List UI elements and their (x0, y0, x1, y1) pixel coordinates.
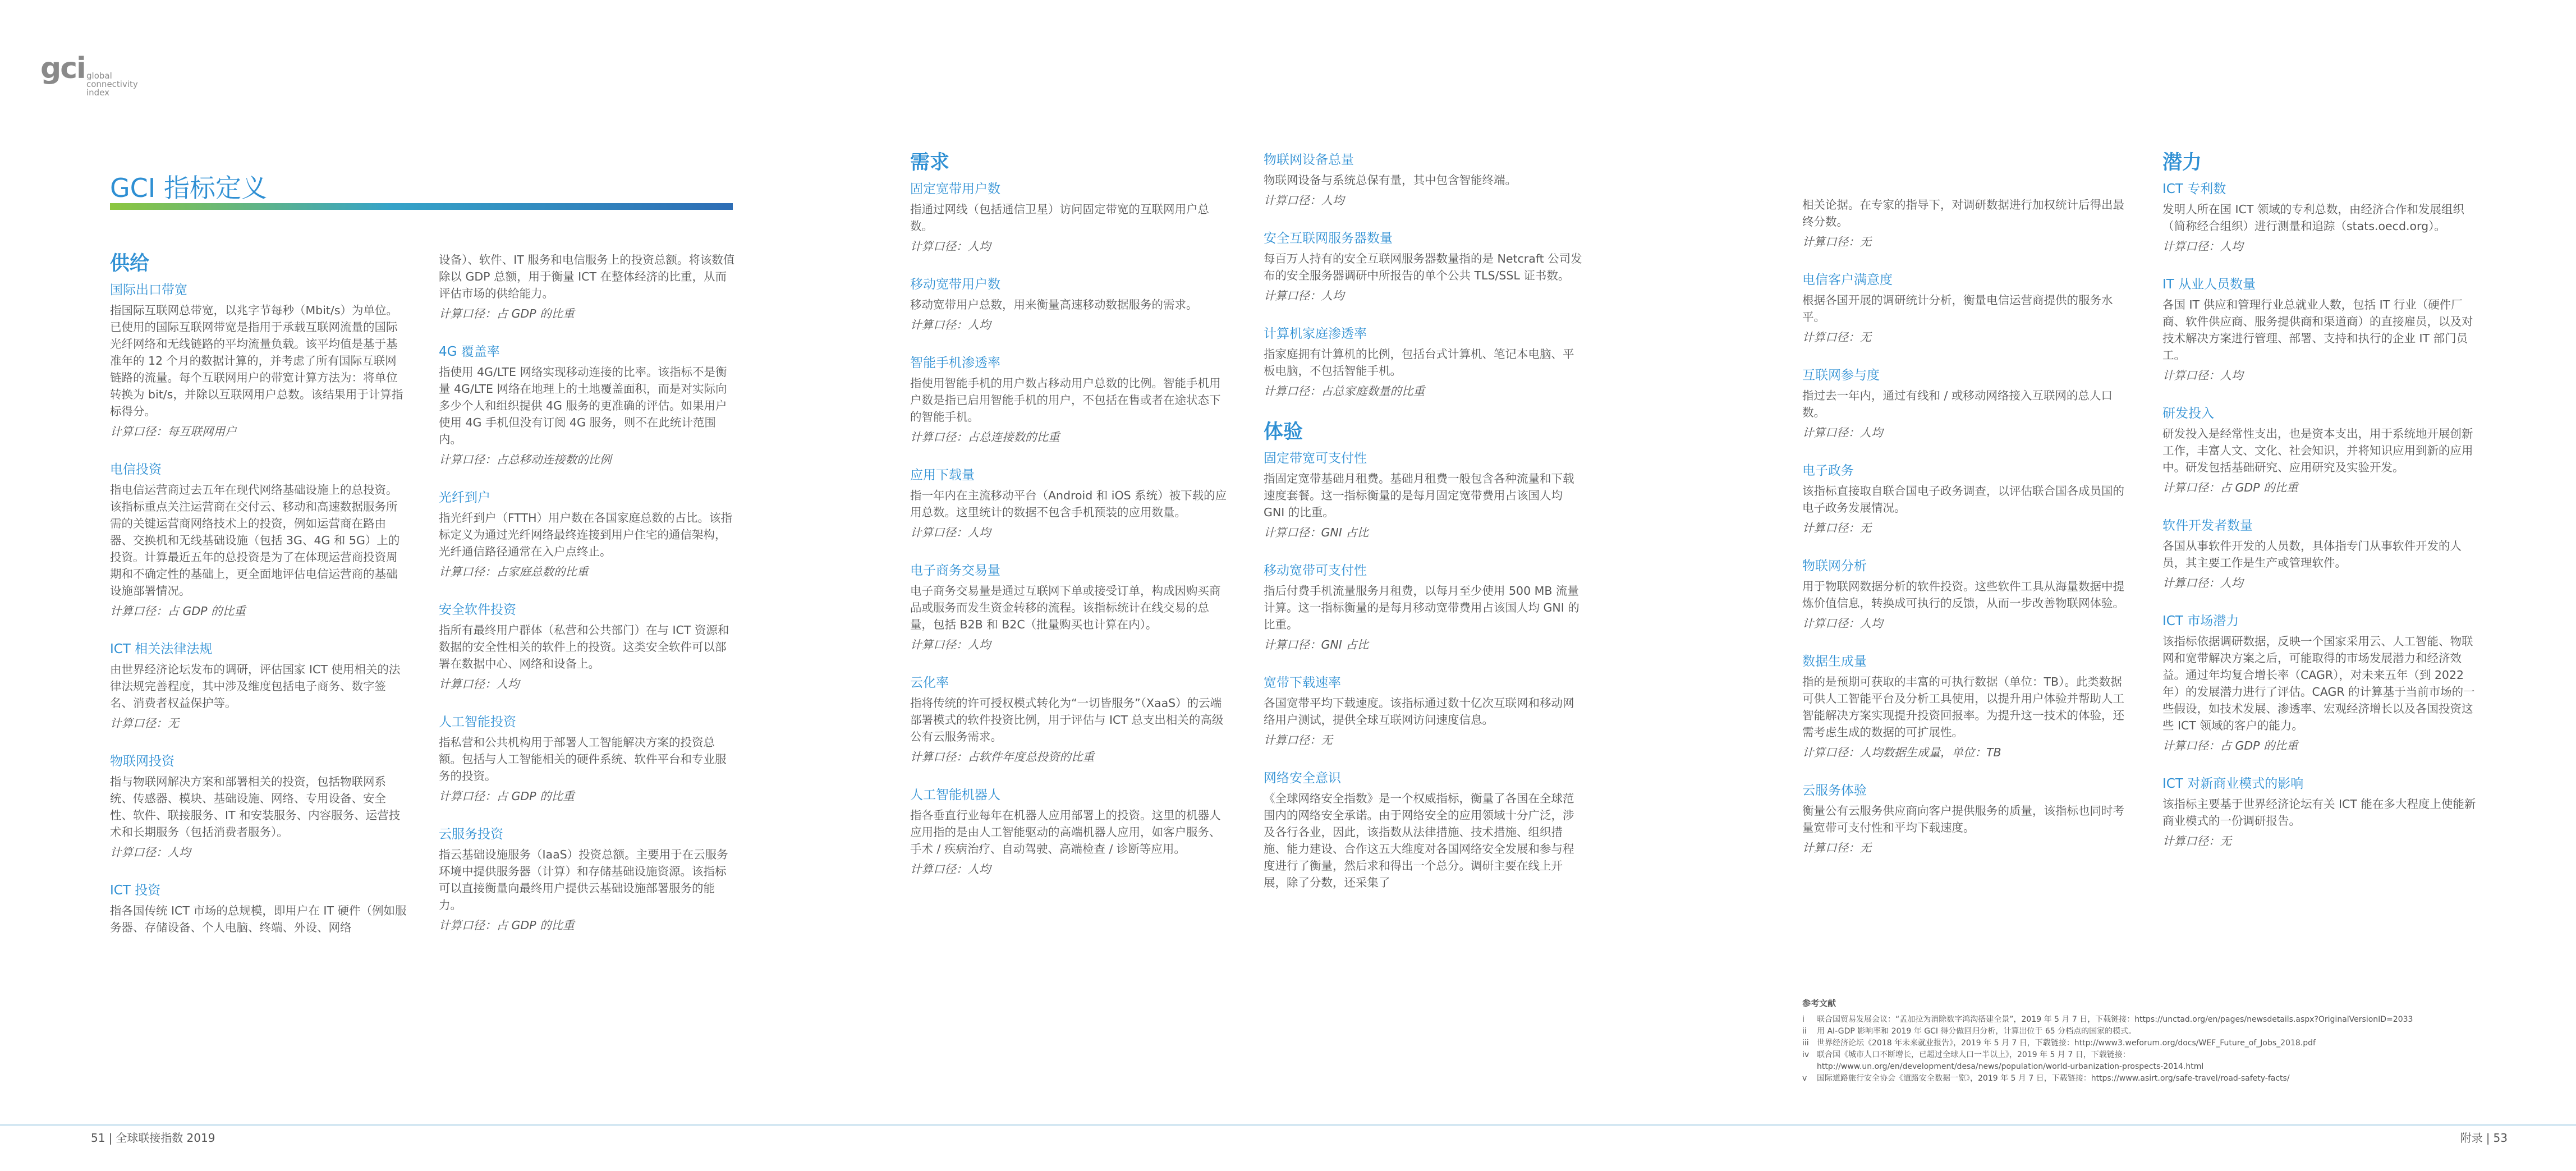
indicator-name: 云服务投资 (439, 827, 503, 842)
indicator-calculation: 计算口径：无 (2162, 834, 2231, 848)
indicator-calculation: 计算口径：人均 (2162, 576, 2243, 590)
indicator-description: 指使用 4G/LTE 网络实现移动连接的比率。该指标不是衡量 4G/LTE 网络在地理上的土地覆盖面积，而是对实际向多少个人和组织提供 4G 服务的更准确的评估。如果用户使用 4G 手机但没有订阅 4G 服务，则不在此统计范围内。 (439, 365, 727, 446)
continued-text: 设备）、软件、IT 服务和电信服务上的投资总额。将该数值除以 GDP 总额，用于衡量 ICT 在整体经济的比重，从而评估市场的供给能力。 (439, 253, 735, 300)
indicator-block (1264, 229, 1583, 304)
indicator-block (910, 561, 1230, 653)
reference-number (1802, 1061, 1817, 1073)
indicator-name: 网络安全意识 (1264, 771, 1341, 786)
indicator-calculation: 计算口径：无 (1802, 235, 1871, 249)
indicator-name: 电信客户满意度 (1802, 273, 1893, 287)
indicator-calculation: 计算口径：占 GDP 的比重 (2162, 481, 2298, 494)
indicator-name: 云服务体验 (1802, 783, 1867, 798)
indicator-description: 指的是预期可获取的丰富的可执行数据（单位：TB）。此类数据可供人工智能平台及分析工具使用，以提升用户体验并帮助人工智能解决方案实现提升投资回报率。为提升这一技术的体验，还需考虑生成的数据的可扩展性。 (1802, 675, 2124, 739)
indicator-calculation: 计算口径：人均 (910, 240, 991, 253)
indicator-description: 电子商务交易量是通过互联网下单或接受订单，构成因购买商品或服务而发生资金转移的流程。该指标统计在线交易的总量，包括 B2B 和 B2C（批量购买也计算在内）。 (910, 584, 1221, 631)
page-title: GCI 指标定义 (110, 172, 267, 203)
indicator-description: 指将传统的许可授权模式转化为“一切皆服务”（XaaS）的云端部署模式的软件投资比例，用于评估与 ICT 总支出相关的高级公有云服务需求。 (910, 696, 1224, 743)
references-title: 参考文献 (1802, 998, 1836, 1008)
indicator-name: 研发投入 (2162, 406, 2214, 421)
indicator-description: 移动宽带用户总数，用来衡量高速移动数据服务的需求。 (910, 298, 1198, 311)
indicator-name: ICT 相关法律法规 (110, 642, 213, 656)
indicator-name: 应用下载量 (910, 468, 975, 483)
indicator-calculation: 计算口径：人均 (1802, 426, 1883, 439)
indicator-description: 指通过网线（包括通信卫星）访问固定带宽的互联网用户总数。 (910, 203, 1209, 233)
reference-item (1802, 1049, 2476, 1061)
indicator-block (910, 673, 1230, 765)
section-heading: 供给 (110, 252, 150, 275)
indicator-calculation: 计算口径：占 GDP 的比重 (2162, 739, 2298, 752)
indicator-block (1264, 561, 1583, 653)
indicator-calculation: 计算口径：无 (1264, 733, 1333, 747)
indicator-name: 固定宽带用户数 (910, 182, 1000, 196)
indicator-description: 该指标依据调研数据，反映一个国家采用云、人工智能、物联网和宽带解决方案之后，可能取得的市场发展潜力和经济效益。通过年均复合增长率（CAGR），对未来五年（到 2022 年）的发展潜力进行了评估。CAGR 的计算基于当前市场的一些假设，如技术发展、渗透率、宏观经济增长以及各国投资这些 ICT 领域的客户的能力。 (2162, 635, 2475, 732)
indicator-block (2162, 404, 2482, 496)
indicator-name: 国际出口带宽 (110, 283, 187, 297)
indicator-description: 指私营和公共机构用于部署人工智能解决方案的投资总额。包括与人工智能相关的硬件系统、软件平台和专业服务的投资。 (439, 736, 727, 783)
column-4 (1264, 150, 1583, 911)
indicator-name: ICT 市场潜力 (2162, 614, 2239, 628)
indicator-calculation: 计算口径：人均 (110, 846, 191, 859)
indicator-description: 指各垂直行业每年在机器人应用部署上的投资。这里的机器人应用指的是由人工智能驱动的高端机器人应用，如客户服务、手术 / 疾病治疗、自动驾驶、高端检查 / 诊断等应用。 (910, 809, 1221, 856)
reference-text: http://www.un.org/en/development/desa/news/population/world-urbanization-prospects-2014.html (1817, 1062, 2204, 1071)
indicator-block (439, 600, 736, 692)
reference-text: 世界经济论坛《2018 年未来就业报告》，2019 年 5 月 7 日，下载链接：http://www3.weforum.org/docs/WEF_Future_of_Jobs_2018.pdf (1817, 1039, 2316, 1048)
indicator-block (110, 881, 407, 936)
indicator-description: 各国 IT 供应和管理行业总就业人数，包括 IT 行业（硬件厂商、软件供应商、服务提供商和渠道商）的直接雇员，以及对技术解决方案进行管理、部署、支持和执行的企业 IT 部门员工。 (2162, 298, 2473, 362)
footer-right: 附录 | 53 (2460, 1131, 2508, 1145)
indicator-description: 发明人所在国 ICT 领域的专利总数，由经济合作和发展组织（简称经合组织）进行测量和追踪（stats.oecd.org）。 (2162, 203, 2464, 233)
references (1802, 998, 2476, 1085)
column-1 (110, 251, 407, 956)
indicator-name: 电子政务 (1802, 463, 1854, 478)
indicator-name: 云化率 (910, 676, 949, 690)
indicator-description: 用于物联网数据分析的软件投资。这些软件工具从海量数据中提炼价值信息，转换成可执行的反馈，从而一步改善物联网体验。 (1802, 580, 2124, 610)
page-number-right: 53 (2493, 1131, 2508, 1145)
indicator-calculation: 计算口径：人均 (910, 526, 991, 539)
indicator-description: 指一年内在主流移动平台（Android 和 iOS 系统）被下载的应用总数。这里统计的数据不包含手机预装的应用数量。 (910, 489, 1227, 519)
indicator-block (439, 342, 736, 468)
indicator-name: 固定带宽可支付性 (1264, 451, 1367, 466)
indicator-block (1802, 196, 2133, 250)
indicator-block (1802, 270, 2133, 346)
indicator-description: 各国宽带平均下载速度。该指标通过数十亿次互联网和移动网络用户测试，提供全球互联网访问速度信息。 (1264, 696, 1574, 727)
indicator-name: 4G 覆盖率 (439, 345, 500, 359)
indicator-calculation: 计算口径：人均 (910, 638, 991, 651)
indicator-block (439, 488, 736, 580)
footer-rule (0, 1124, 2576, 1126)
indicator-calculation: 计算口径：占 GDP 的比重 (110, 604, 246, 618)
reference-number: v (1802, 1074, 1807, 1083)
indicator-block (1264, 150, 1583, 209)
indicator-description: 指所有最终用户群体（私营和公共部门）在与 ICT 资源和数据的安全性相关的软件上的投资。这类安全软件可以部署在数据中心、网络和设备上。 (439, 623, 729, 671)
reference-item (1802, 1073, 2476, 1085)
indicator-block (910, 275, 1230, 333)
indicator-calculation: 计算口径：人均 (2162, 240, 2243, 253)
indicator-block (110, 281, 407, 440)
footer-section: 附录 (2460, 1131, 2483, 1145)
indicator-name: ICT 对新商业模式的影响 (2162, 777, 2304, 791)
indicator-name: 安全互联网服务器数量 (1264, 231, 1393, 246)
indicator-description: 指光纤到户（FTTH）用户数在各国家庭总数的占比。该指标定义为通过光纤网络最终连接到用户住宅的通信架构，光纤通信路径通常在入户点终止。 (439, 511, 733, 558)
indicator-calculation: 计算口径：人均 (910, 318, 991, 332)
indicator-description: 研发投入是经常性支出，也是资本支出，用于系统地开展创新工作，丰富人文、文化、社会知识，并将知识应用到新的应用中。研发包括基础研究、应用研究及实验开发。 (2162, 427, 2473, 474)
reference-item (1802, 1037, 2476, 1049)
indicator-name: ICT 专利数 (2162, 182, 2226, 196)
indicator-calculation: 计算口径：占总连接数的比重 (910, 430, 1060, 444)
indicator-description: 根据各国开展的调研统计分析，衡量电信运营商提供的服务水平。 (1802, 293, 2113, 324)
indicator-block (910, 786, 1230, 878)
indicator-description: 指与物联网解决方案和部署相关的投资，包括物联网系统、传感器、模块、基础设施、网络、专用设备、安全性、软件、联接服务、IT 和安装服务、内容服务、运营技术和长期服务（包括消费者服务）。 (110, 775, 401, 839)
indicator-calculation: 计算口径：占总移动连接数的比例 (439, 453, 612, 466)
section-heading: 需求 (910, 151, 950, 174)
indicator-name: 物联网投资 (110, 754, 175, 769)
reference-item (1802, 1026, 2476, 1037)
indicator-name: 人工智能投资 (439, 715, 516, 729)
indicator-description: 指各国传统 ICT 市场的总规模，即用户在 IT 硬件（例如服务器、存储设备、个人电脑、终端、外设、网络 (110, 904, 407, 934)
indicator-description: 物联网设备与系统总保有量，其中包含智能终端。 (1264, 173, 1517, 187)
indicator-description: 指过去一年内，通过有线和 / 或移动网络接入互联网的总人口数。 (1802, 389, 2113, 419)
indicator-block (1802, 652, 2133, 761)
indicator-name: 智能手机渗透率 (910, 356, 1000, 370)
indicator-name: 软件开发者数量 (2162, 518, 2253, 533)
indicator-block (1264, 673, 1583, 748)
reference-number: i (1802, 1015, 1804, 1024)
indicator-block (2162, 612, 2482, 754)
indicator-description: 由世界经济论坛发布的调研，评估国家 ICT 使用相关的法律法规完善程度，其中涉及维度包括电子商务、数字签名、消费者权益保护等。 (110, 663, 401, 710)
indicator-calculation: 计算口径：人均 (439, 677, 520, 691)
indicator-calculation: 计算口径：GNI 占比 (1264, 638, 1369, 651)
column-3 (910, 150, 1230, 898)
indicator-calculation: 计算口径：无 (1802, 330, 1871, 344)
indicator-name: 移动宽带用户数 (910, 277, 1000, 292)
reference-number: iv (1802, 1050, 1810, 1059)
indicator-description: 衡量公有云服务供应商向客户提供服务的质量，该指标也同时考量宽带可支付性和平均下载速度。 (1802, 804, 2124, 834)
indicator-calculation: 计算口径：人均 (1802, 617, 1883, 630)
indicator-block (2162, 516, 2482, 591)
indicator-block (910, 466, 1230, 541)
indicator-description: 《全球网络安全指数》是一个权威指标，衡量了各国在全球范围内的网络安全承诺。由于网络安全的应用领域十分广泛，涉及各行各业，因此，该指数从法律措施、技术措施、组织措施、能力建设、合作这五大维度对各国网络安全发展和参与程度进行了衡量，然后求和得出一个总分。调研主要在线上开展，除了分数，还采集了 (1264, 792, 1574, 889)
title-gradient-bar (110, 203, 733, 210)
indicator-block (2162, 180, 2482, 255)
indicator-block (110, 640, 407, 732)
indicator-calculation: 计算口径：人均 (2162, 369, 2243, 382)
footer-publication: 全球联接指数 2019 (116, 1131, 215, 1145)
indicator-name: 电子商务交易量 (910, 563, 1000, 578)
indicator-name: 人工智能机器人 (910, 788, 1000, 802)
indicator-name: 物联网分析 (1802, 559, 1867, 573)
logo-sub-line: global (86, 71, 112, 81)
indicator-block (910, 180, 1230, 255)
indicator-name: 物联网设备总量 (1264, 153, 1354, 167)
reference-text: 国际道路旅行安全协会《道路安全数据一览》，2019 年 5 月 7 日，下载链接：https://www.asirt.org/safe-travel/road-safety-facts/ (1817, 1074, 2290, 1083)
column-6 (2162, 150, 2482, 870)
column-2 (439, 251, 736, 954)
footer-left: 51 | 全球联接指数 2019 (91, 1131, 215, 1145)
indicator-description: 指国际互联网总带宽，以兆字节每秒（Mbit/s）为单位。已使用的国际互联网带宽是指用于承载互联网流量的国际光纤网络和无线链路的平均流量负载。该平均值是基于基准年的 12 个月的数据计算的，并考虑了所有国际互联网链路的流量。每个互联网用户的带宽计算方法为：将单位转换为 bit/s，并除以互联网用户总数。该结果用于计算指标得分。 (110, 304, 403, 418)
indicator-block (110, 752, 407, 861)
indicator-calculation: 计算口径：占 GDP 的比重 (439, 307, 575, 320)
indicator-description: 指固定宽带基础月租费。基础月租费一般包含各种流量和下载速度套餐。这一指标衡量的是每月固定宽带费用占该国人均 GNI 的比重。 (1264, 472, 1574, 519)
section-heading: 潜力 (2162, 151, 2202, 174)
logo-subtitle (86, 72, 136, 97)
indicator-block (1264, 449, 1583, 541)
reference-number: ii (1802, 1027, 1807, 1036)
logo-sub-line: index (86, 88, 110, 98)
reference-text: 联合国《城市人口不断增长，已超过全球人口一半以上》，2019 年 5 月 7 日，下载链接： (1817, 1050, 2130, 1059)
logo-mark: gci (40, 52, 85, 85)
indicator-name: 互联网参与度 (1802, 368, 1880, 383)
indicator-block (1802, 366, 2133, 441)
references-list (1802, 1014, 2476, 1085)
indicator-block (439, 713, 736, 805)
reference-text: 用 AI-GDP 影响率和 2019 年 GCI 得分做回归分析，计算出位于 65 分档点的国家的模式。 (1817, 1027, 2137, 1036)
indicator-calculation: 计算口径：人均数据生成量，单位：TB (1802, 746, 2001, 759)
section-heading: 体验 (1264, 421, 1303, 443)
indicator-name: 移动宽带可支付性 (1264, 563, 1367, 578)
indicator-description: 该指标直接取自联合国电子政务调查，以评估联合国各成员国的电子政务发展情况。 (1802, 484, 2124, 515)
indicator-block (1264, 324, 1583, 399)
indicator-calculation: 计算口径：无 (1802, 521, 1871, 535)
indicator-calculation: 计算口径：每互联网用户 (110, 425, 237, 438)
indicator-block (110, 460, 407, 619)
indicator-calculation: 计算口径：无 (1802, 841, 1871, 855)
indicator-block (1802, 557, 2133, 632)
indicator-name: 数据生成量 (1802, 654, 1867, 669)
column-5 (1802, 196, 2133, 876)
reference-number: iii (1802, 1039, 1809, 1048)
indicator-name: 光纤到户 (439, 490, 490, 505)
indicator-description: 指使用智能手机的用户数占移动用户总数的比例。智能手机用户数是指已启用智能手机的用户，不包括在售或者在途状态下的智能手机。 (910, 376, 1221, 424)
indicator-block (1802, 781, 2133, 856)
indicator-name: IT 从业人员数量 (2162, 277, 2256, 292)
indicator-calculation: 计算口径：GNI 占比 (1264, 526, 1369, 539)
indicator-description: 指云基础设施服务（IaaS）投资总额。主要用于在云服务环境中提供服务器（计算）和存储基础设施资源。该指标可以直接衡量向最终用户提供云基础设施部署服务的能力。 (439, 848, 728, 912)
indicator-block (1264, 769, 1583, 891)
reference-text: 联合国贸易发展会议：“孟加拉为消除数字鸿沟搭建全景”，2019 年 5 月 7 日，下载链接：https://unctad.org/en/pages/newsdetails.aspx?OriginalVersionID=2033 (1817, 1015, 2413, 1024)
indicator-name: 电信投资 (110, 462, 162, 477)
indicator-description: 每百万人持有的安全互联网服务器数量指的是 Netcraft 公司发布的安全服务器调研中所报告的单个公共 TLS/SSL 证书数。 (1264, 252, 1582, 282)
indicator-block (1802, 461, 2133, 536)
indicator-calculation: 计算口径：无 (110, 717, 179, 730)
indicator-description: 指电信运营商过去五年在现代网络基础设施上的总投资。该指标重点关注运营商在交付云、移动和高速数据服务所需的关键运营商网络技术上的投资，例如运营商在路由器、交换机和无线基础设施（包括 3G、4G 和 5G）上的投资。计算最近五年的总投资是为了在体现运营商投资周期和不确定性的基础上，更全面地评估电信运营商的基础设施部署情况。 (110, 483, 400, 598)
indicator-name: 计算机家庭渗透率 (1264, 327, 1367, 341)
reference-item (1802, 1014, 2476, 1026)
indicator-description: 指后付费手机流量服务月租费，以每月至少使用 500 MB 流量计算。这一指标衡量的是每月移动宽带费用占该国人均 GNI 的比重。 (1264, 584, 1579, 631)
indicator-calculation: 计算口径：占软件年度总投资的比重 (910, 750, 1094, 764)
indicator-description: 指家庭拥有计算机的比例，包括台式计算机、笔记本电脑、平板电脑，不包括智能手机。 (1264, 347, 1574, 378)
indicator-name: ICT 投资 (110, 883, 161, 898)
page-number-left: 51 (91, 1131, 105, 1145)
reference-item (1802, 1061, 2476, 1073)
indicator-description: 该指标主要基于世界经济论坛有关 ICT 能在多大程度上使能新商业模式的一份调研报告。 (2162, 797, 2476, 828)
logo-sub-line: connectivity (86, 79, 138, 89)
indicator-description: 各国从事软件开发的人员数，具体指专门从事软件开发的人员，其主要工作是生产或管理软件。 (2162, 539, 2462, 570)
indicator-block (2162, 774, 2482, 849)
indicator-block (910, 353, 1230, 446)
indicator-calculation: 计算口径：人均 (1264, 194, 1344, 207)
indicator-calculation: 计算口径：占总家庭数量的比重 (1264, 384, 1425, 398)
gci-logo (40, 54, 136, 108)
indicator-calculation: 计算口径：占家庭总数的比重 (439, 565, 589, 578)
indicator-block (439, 825, 736, 934)
indicator-calculation: 计算口径：占 GDP 的比重 (439, 789, 575, 803)
indicator-block (2162, 275, 2482, 384)
continued-text: 相关论据。在专家的指导下，对调研数据进行加权统计后得出最终分数。 (1802, 198, 2124, 228)
indicator-calculation: 计算口径：占 GDP 的比重 (439, 919, 575, 932)
indicator-name: 宽带下载速率 (1264, 676, 1341, 690)
indicator-calculation: 计算口径：人均 (1264, 289, 1344, 302)
indicator-name: 安全软件投资 (439, 603, 516, 617)
indicator-calculation: 计算口径：人均 (910, 862, 991, 876)
indicator-block (439, 251, 736, 322)
